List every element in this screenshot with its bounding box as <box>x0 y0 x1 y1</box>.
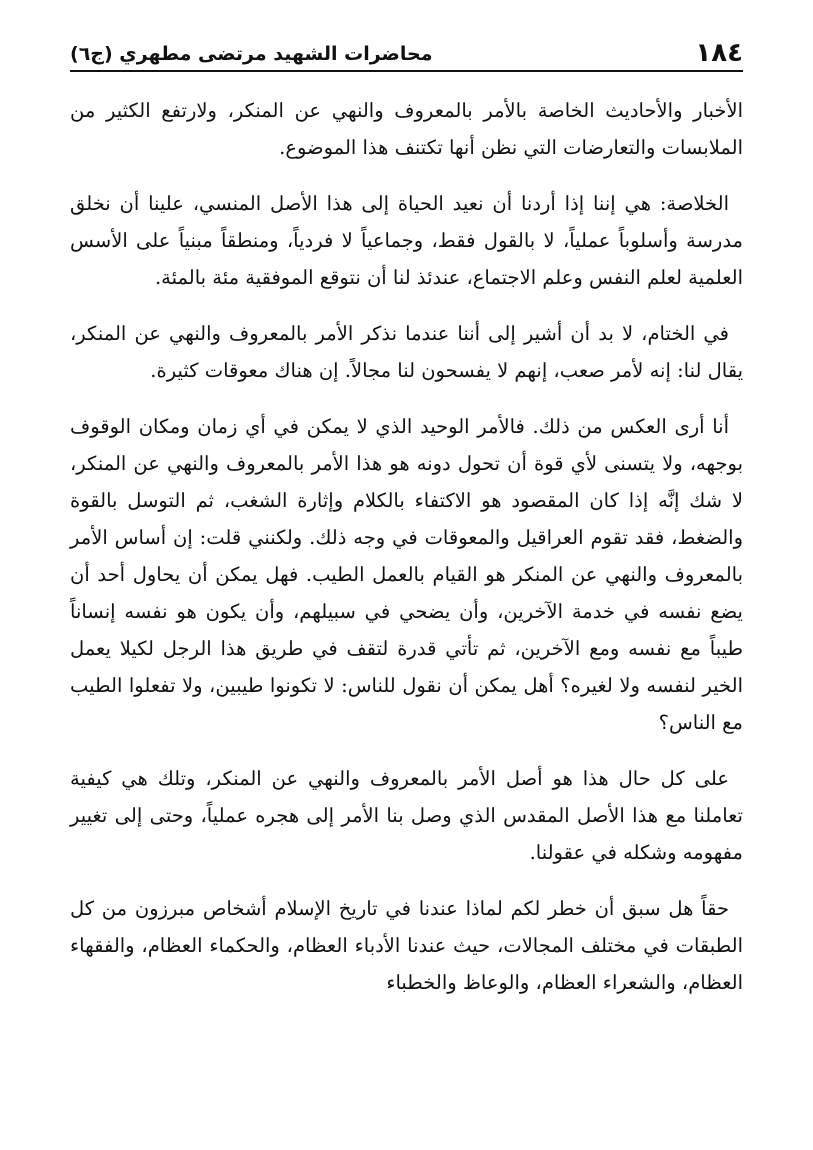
paragraph: في الختام، لا بد أن أشير إلى أننا عندما نذكر الأمر بالمعروف والنهي عن المنكر، يقال لنا: إنه لأمر صعب، إنهم لا يفسحون لنا مجالاً. إن هناك معوقات كثيرة. <box>70 322 743 382</box>
running-title: محاضرات الشهيد مرتضى مطهري (ج٦) <box>70 43 433 66</box>
paragraph: الخلاصة: هي إننا إذا أردنا أن نعيد الحياة إلى هذا الأصل المنسي، علينا أن نخلق مدرسة وأسلوباً عملياً، لا بالقول فقط، وجماعياً لا فردياً، ومنطقاً مبنياً على الأسس العلمية لعلم النفس وعلم الاجتماع، عندئذ لنا أن نتوقع الموفقية مئة بالمئة. <box>70 192 743 289</box>
paragraph: حقاً هل سبق أن خطر لكم لماذا عندنا في تاريخ الإسلام أشخاص مبرزون من كل الطبقات في مختلف المجالات، حيث عندنا الأدباء العظام، والحكماء العظام، والفقهاء العظام، والشعراء العظام، والوعاظ والخطباء <box>70 897 743 994</box>
paragraph: الأخبار والأحاديث الخاصة بالأمر بالمعروف والنهي عن المنكر، ولارتفع الكثير من الملابسات والتعارضات التي نظن أنها تكتنف هذا الموضوع. <box>70 99 743 159</box>
paragraph: على كل حال هذا هو أصل الأمر بالمعروف والنهي عن المنكر، وتلك هي كيفية تعاملنا مع هذا الأصل المقدس الذي وصل بنا الأمر إلى هجره عملياً، وحتى إلى تغيير مفهومه وشكله في عقولنا. <box>70 767 743 864</box>
page-header <box>70 26 743 72</box>
paragraph: أنا أرى العكس من ذلك. فالأمر الوحيد الذي لا يمكن في أي زمان ومكان الوقوف بوجهه، ولا يتسنى لأي قوة أن تحول دونه هو هذا الأمر بالمعروف والنهي عن المنكر، لا شك إنَّه إذا كان المقصود هو الاكتفاء بالكلام وإثارة الشغب، ثم التوسل بالقوة والضغط، فقد تقوم العراقيل والمعوقات في وجه ذلك. ولكنني قلت: إن أساس الأمر بالمعروف والنهي عن المنكر هو القيام بالعمل الطيب. فهل يمكن أن يحاول أحد أن يضع نفسه في خدمة الآخرين، وأن يضحي في سبيلهم، وأن يكون هو نفسه إنساناً طيباً مع نفسه ومع الآخرين، ثم تأتي قدرة لتقف في طريق هذا الرجل لكيلا يعمل الخير لنفسه ولا لغيره؟ أهل يمكن أن نقول للناس: لا تكونوا طيبين، ولا تفعلوا الطيب مع الناس؟ <box>70 415 743 734</box>
page-number: ١٨٤ <box>695 38 743 68</box>
body-text <box>70 92 743 1020</box>
